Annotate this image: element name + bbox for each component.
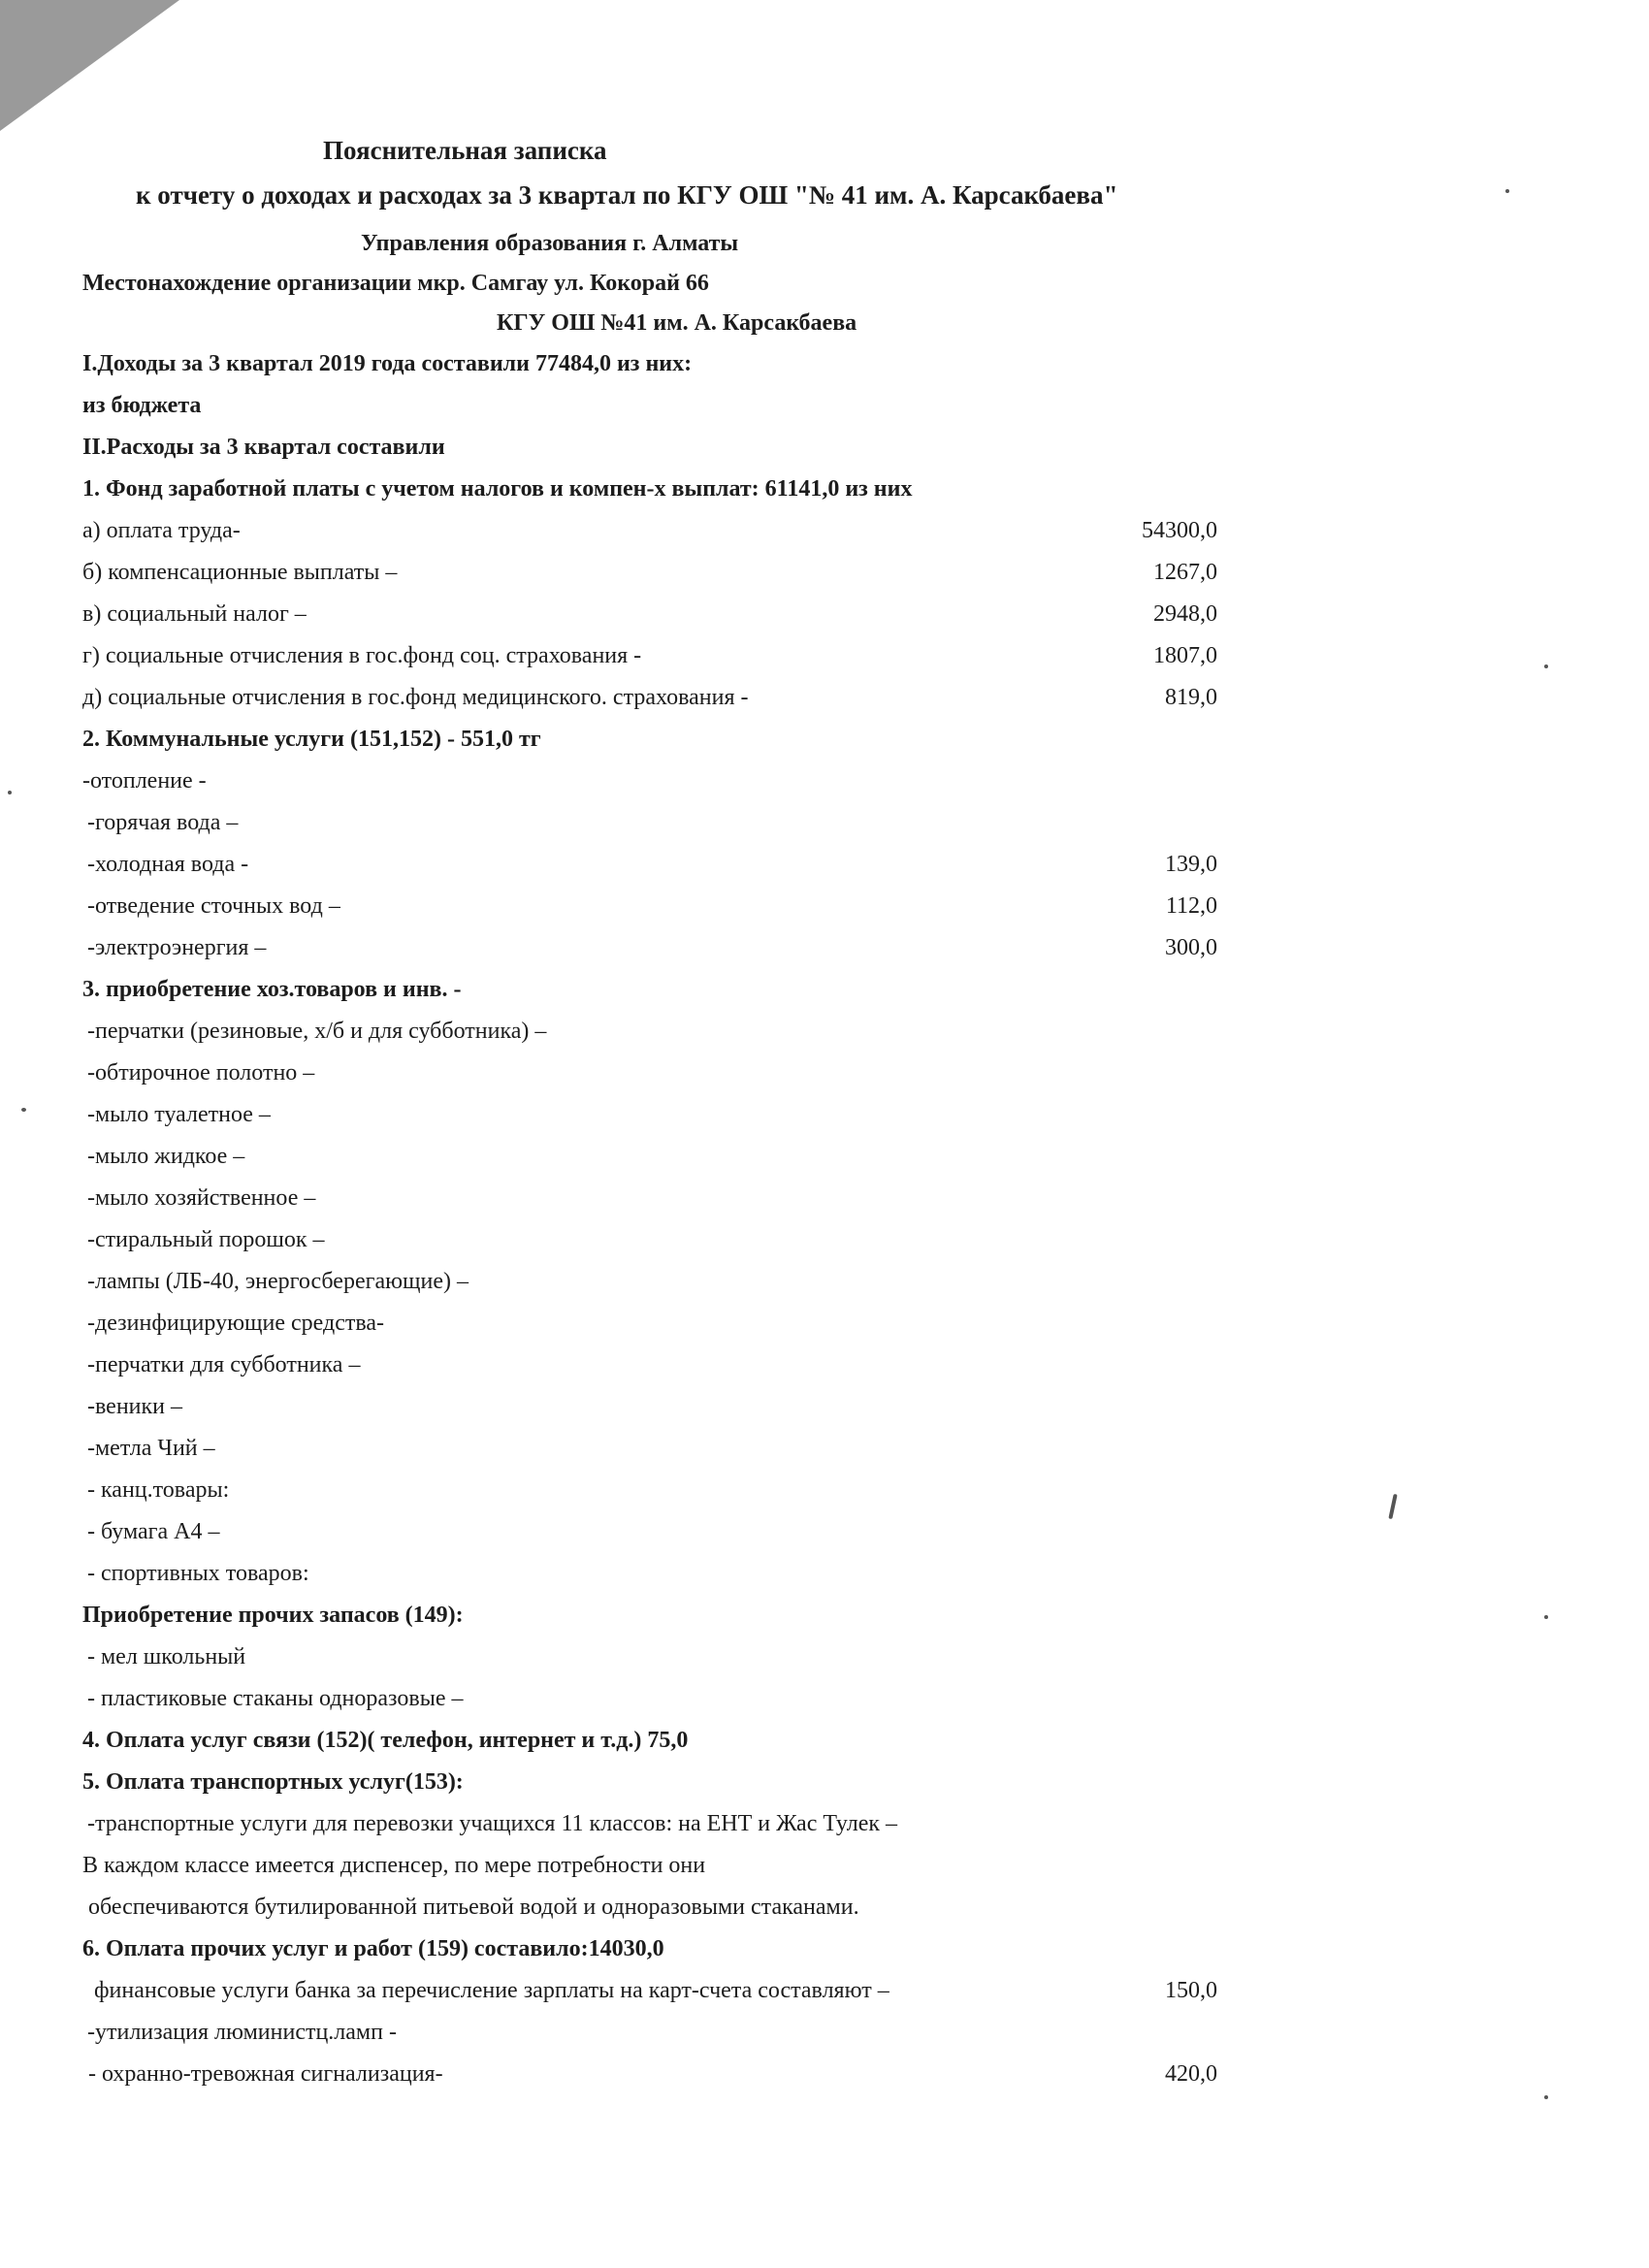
other-services-item-value: 150,0 xyxy=(1165,1978,1217,2003)
goods-item: -мыло хозяйственное – xyxy=(87,1185,316,1211)
communication-heading: 4. Оплата услуг связи (152)( телефон, интернет и т.д.) 75,0 xyxy=(82,1728,689,1753)
department-line: Управления образования г. Алматы xyxy=(361,231,739,256)
goods-item: -лампы (ЛБ-40, энергосберегающие) – xyxy=(87,1269,469,1294)
scan-speck xyxy=(1544,664,1548,668)
expenses-heading: II.Расходы за 3 квартал составили xyxy=(82,435,445,460)
goods-item: -перчатки (резиновые, х/б и для субботника) – xyxy=(87,1019,547,1044)
other-services-item-label: финансовые услуги банка за перечисление зарплаты на карт-счета составляют – xyxy=(82,1978,889,2003)
payroll-item-value: 1807,0 xyxy=(1153,643,1217,668)
scan-speck xyxy=(1505,189,1509,193)
utilities-item-label: -холодная вода - xyxy=(87,852,249,877)
utilities-item-value: 112,0 xyxy=(1165,893,1217,919)
other-services-item-label: -утилизация люминистц.ламп - xyxy=(87,2020,397,2045)
goods-item: - спортивных товаров: xyxy=(87,1561,309,1586)
utilities-item-label: -горячая вода – xyxy=(87,810,239,835)
transport-item: обеспечиваются бутилированной питьевой водой и одноразовыми стаканами. xyxy=(82,1895,859,1920)
payroll-item-label: б) компенсационные выплаты – xyxy=(82,560,398,585)
income-heading: I.Доходы за 3 квартал 2019 года составили 77484,0 из них: xyxy=(82,351,693,376)
scan-speck xyxy=(1544,1615,1548,1619)
utilities-item-label: -отведение сточных вод – xyxy=(87,893,340,919)
goods-heading: 3. приобретение хоз.товаров и инв. - xyxy=(82,977,462,1002)
other-supplies-heading: Приобретение прочих запасов (149): xyxy=(82,1603,464,1628)
payroll-item-label: д) социальные отчисления в гос.фонд медицинского. страхования - xyxy=(82,685,749,710)
payroll-heading: 1. Фонд заработной платы с учетом налогов и компен-х выплат: 61141,0 из них xyxy=(82,476,913,502)
scan-speck xyxy=(1544,2095,1548,2099)
payroll-item-value: 1267,0 xyxy=(1153,560,1217,585)
payroll-item-label: г) социальные отчисления в гос.фонд соц. страхования - xyxy=(82,643,642,668)
utilities-item-label: -электроэнергия – xyxy=(87,935,267,960)
payroll-item-value: 819,0 xyxy=(1165,685,1217,710)
other-supplies-item: - мел школьный xyxy=(87,1644,246,1669)
document-title: Пояснительная записка xyxy=(323,136,607,165)
goods-item: -мыло жидкое – xyxy=(87,1144,245,1169)
transport-heading: 5. Оплата транспортных услуг(153): xyxy=(82,1769,464,1795)
goods-item: -мыло туалетное – xyxy=(87,1102,271,1127)
goods-item: -метла Чий – xyxy=(87,1436,215,1461)
payroll-item-value: 2948,0 xyxy=(1153,601,1217,627)
document-subtitle: к отчету о доходах и расходах за 3 квартал по КГУ ОШ "№ 41 им. А. Карсакбаева" xyxy=(136,180,1118,210)
goods-item: -стиральный порошок – xyxy=(87,1227,325,1252)
other-supplies-item: - пластиковые стаканы одноразовые – xyxy=(87,1686,464,1711)
scan-speck xyxy=(21,1108,26,1112)
scan-speck xyxy=(1388,1494,1397,1519)
payroll-item-label: а) оплата труда- xyxy=(82,518,241,543)
transport-item: -транспортные услуги для перевозки учащихся 11 классов: на ЕНТ и Жас Тулек – xyxy=(87,1811,898,1836)
transport-item: В каждом классе имеется диспенсер, по мере потребности они xyxy=(82,1853,706,1878)
utilities-item-value: 300,0 xyxy=(1165,935,1217,960)
utilities-item-label: -отопление - xyxy=(82,768,207,794)
other-services-heading: 6. Оплата прочих услуг и работ (159) составило:14030,0 xyxy=(82,1936,664,1961)
other-services-item-label: - охранно-тревожная сигнализация- xyxy=(82,2061,443,2087)
goods-item: -веники – xyxy=(87,1394,183,1419)
income-budget: из бюджета xyxy=(82,393,202,418)
org-line: КГУ ОШ №41 им. А. Карсакбаева xyxy=(497,310,857,336)
scan-speck xyxy=(8,791,12,794)
goods-item: -перчатки для субботника – xyxy=(87,1352,361,1377)
scan-fold-corner xyxy=(0,0,179,131)
goods-item: - канц.товары: xyxy=(87,1477,230,1503)
utilities-item-value: 139,0 xyxy=(1165,852,1217,877)
payroll-item-label: в) социальный налог – xyxy=(82,601,307,627)
location-line: Местонахождение организации мкр. Самгау ул. Кокорай 66 xyxy=(82,271,709,296)
payroll-item-value: 54300,0 xyxy=(1142,518,1217,543)
goods-item: - бумага А4 – xyxy=(87,1519,220,1544)
goods-item: -обтирочное полотно – xyxy=(87,1060,315,1085)
utilities-heading: 2. Коммунальные услуги (151,152) - 551,0 тг xyxy=(82,727,541,752)
other-services-item-value: 420,0 xyxy=(1165,2061,1217,2087)
goods-item: -дезинфицирующие средства- xyxy=(87,1311,384,1336)
